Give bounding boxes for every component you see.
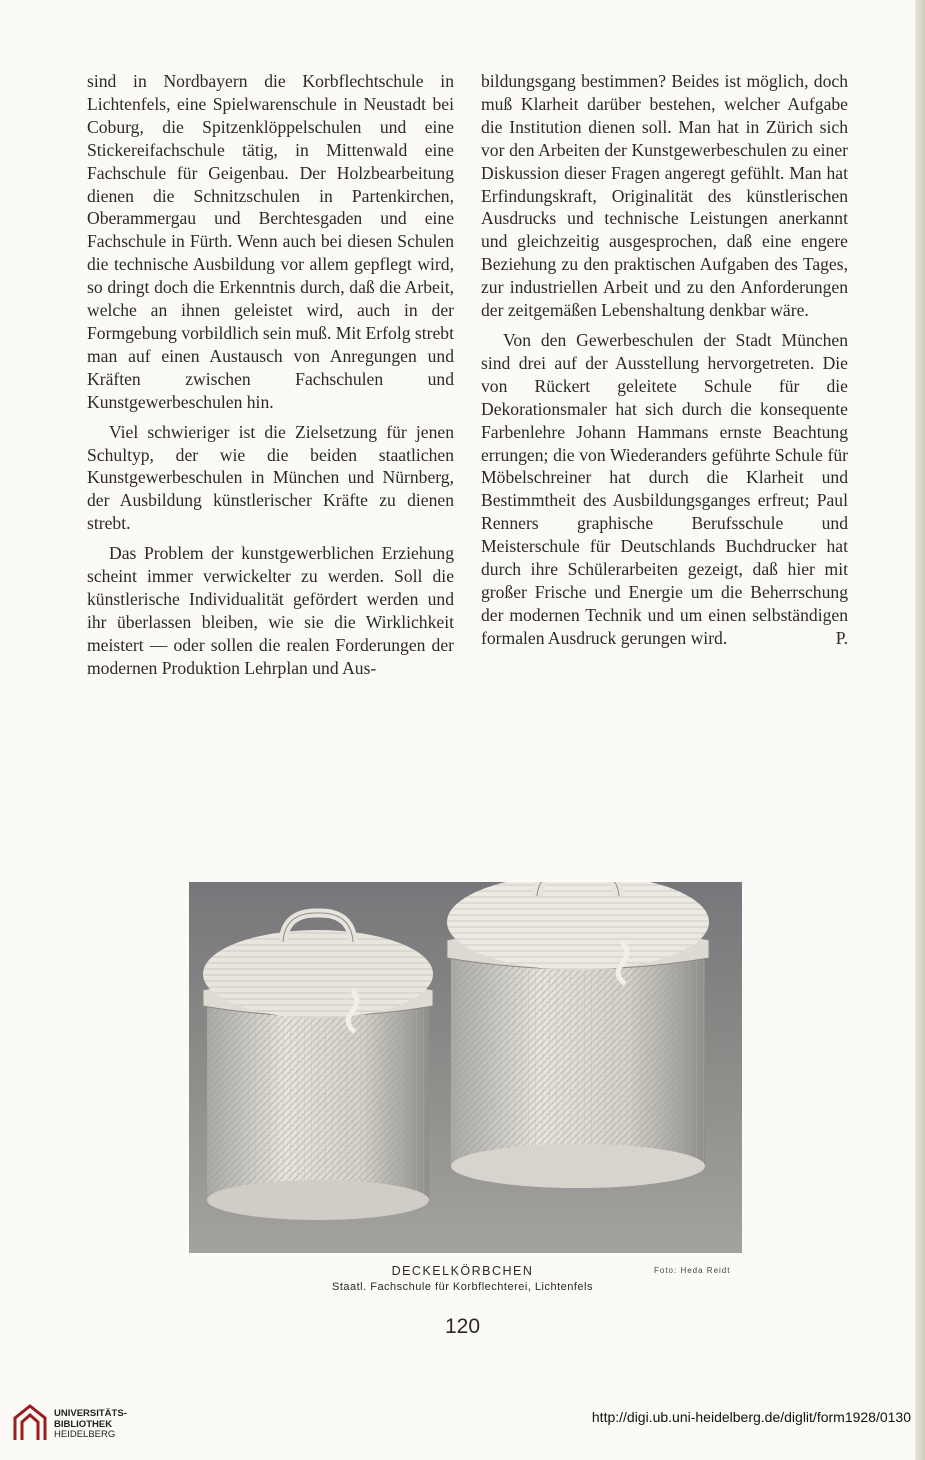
large-basket (447, 882, 709, 1188)
source-url-link[interactable]: http://digi.ub.uni-heidelberg.de/diglit/form1928/0130 (591, 1409, 911, 1425)
right-paragraph-1: bildungsgang bestimmen? Beides ist möglich, doch muß Klarheit darüber bestehen, welcher Aufgabe die Institution dienen soll. Man hat in Zürich sich vor den Arbeiten der Kunstgewerbeschulen zu einer Diskussion dieser Fragen angeregt gefühlt. Man hat Erfindungskraft, Originalität des künstlerischen Ausdrucks und technische Leistungen anerkannt und gleichzeitig ausgesprochen, daß eine engere Beziehung zu den praktischen Aufgaben des Tages, zur industriellen Arbeit und zu den Anforderungen der zeitgemäßen Lebenshaltung denkbar wäre. (481, 71, 848, 321)
left-paragraph-2: Viel schwieriger ist die Zielsetzung für jenen Schultyp, der wie die beiden staatlichen Kunstgewerbeschulen in München und Nürnberg, der Ausbildung künstlerischer Kräfte zu dienen strebt. (87, 421, 454, 534)
page-number: 120 (444, 1315, 481, 1338)
library-name-line-3: HEIDELBERG (54, 1429, 116, 1440)
page-edge (915, 0, 925, 1460)
basket-photo (189, 882, 742, 1253)
right-paragraph-2-text: Von den Gewerbeschulen der Stadt München sind drei auf der Ausstellung hervorgetreten. Die von Rückert geleitete Schule für die Dekorationsmaler hat sich durch die konsequente Farbenlehre Johann Hammans ernste Beachtung errungen; die von Wiederanders geführte Schule für Möbelschreiner hat durch die Klarheit und Bestimmtheit des Ausbildungsganges erfreut; Paul Renners graphische Berufsschule und Meisterschule für Deutschlands Buchdrucker hat durch ihre Schülerarbeiten gezeigt, daß hier mit großer Frische und Energie um die Beherrschung der modernen Technik und um einen selbständigen formalen Ausdruck gerungen wird. (481, 329, 848, 648)
figure-caption-subtitle: Staatl. Fachschule für Korbflechterei, Lichtenfels (331, 1281, 593, 1293)
library-name (54, 1409, 127, 1441)
library-logo-icon (13, 1404, 47, 1442)
left-paragraph-1: sind in Nordbayern die Korbflechtschule in Lichtenfels, eine Spielwarenschule in Neustadt bei Coburg, die Spitzenklöppelschulen und eine Stickereifachschule tätig, in Mittenwald eine Fachschule für Geigenbau. Der Holzbearbeitung dienen die Schnitzschulen in Partenkirchen, Oberammergau und Berchtesgaden und eine Fachschule in Fürth. Wenn auch bei diesen Schulen die technische Ausbildung vor allem gepflegt wird, so dringt doch die Erkenntnis durch, daß die Arbeit, welche an ihnen geleistet wird, auch in der Formgebung vorbildlich sein muß. Mit Erfolg strebt man auf einen Austausch von Anregungen und Kräften zwischen Fachschulen und Kunstgewerbeschulen hin. (87, 71, 454, 412)
library-name-line-2: BIBLIOTHEK (54, 1418, 113, 1430)
author-signature: P. (835, 627, 848, 648)
left-paragraph-3: Das Problem der kunstgewerblichen Erziehung scheint immer verwickelter zu werden. Soll die künstlerische Individualität gefördert werden und ihr überlassen bleiben, wie sie die Wirklichkeit meistert — oder sollen die realen Forderungen der modernen Produktion Lehrplan und Aus- (87, 543, 454, 678)
library-name-line-1: UNIVERSITÄTS- (54, 1408, 127, 1419)
figure-caption-title: DECKELKÖRBCHEN (391, 1264, 534, 1278)
small-basket (203, 913, 433, 1220)
photo-credit: Foto: Heda Reidt (654, 1266, 731, 1275)
right-column (481, 70, 848, 650)
basket-photo-illustration (189, 882, 742, 1253)
left-column (87, 70, 454, 680)
right-paragraph-2 (481, 329, 848, 650)
